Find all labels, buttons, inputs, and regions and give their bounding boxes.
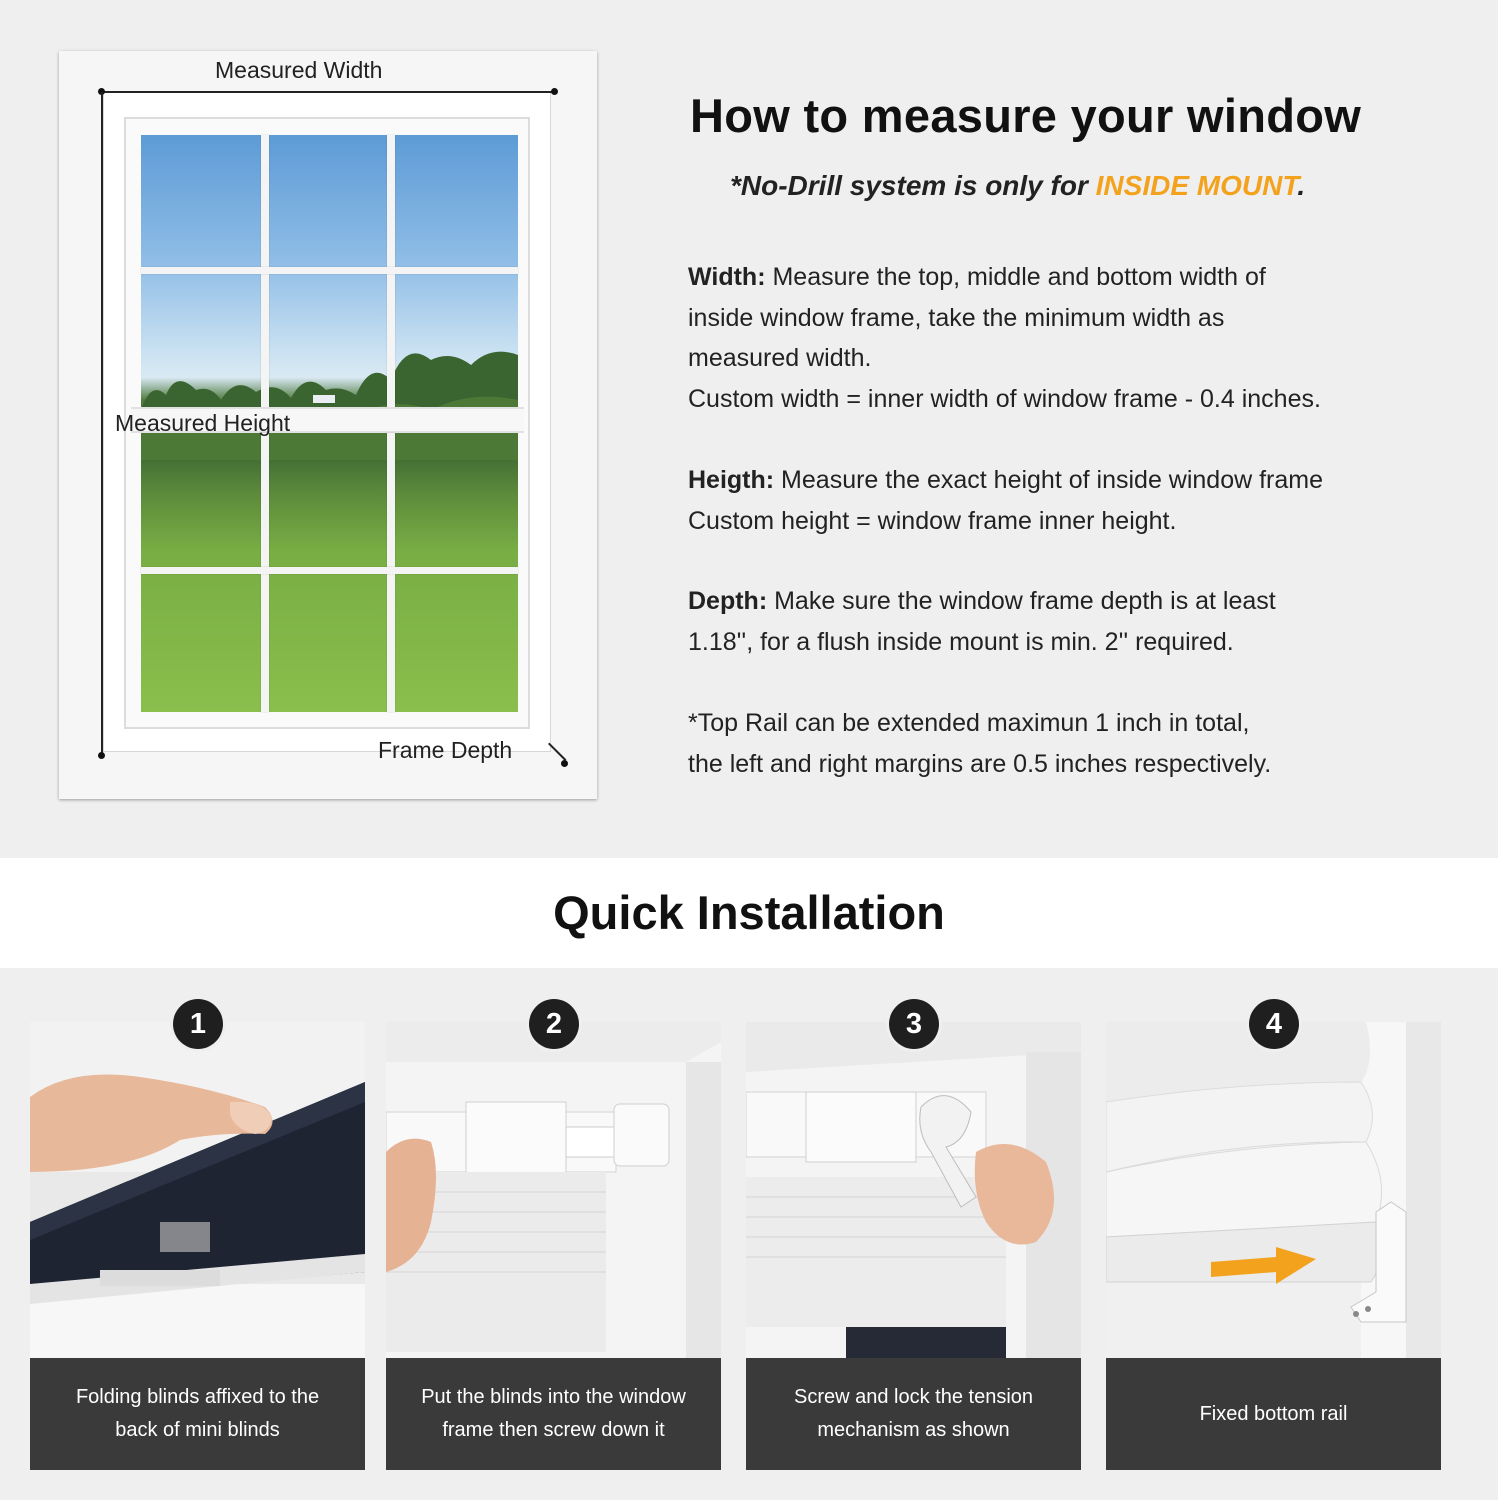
top-rail-note <box>688 703 1271 784</box>
step-2-badge: 2 <box>529 999 579 1049</box>
width-end-dot <box>551 88 558 95</box>
measure-subtitle <box>730 170 1305 202</box>
step-3-badge: 3 <box>889 999 939 1049</box>
step-2-illustration <box>386 1022 721 1358</box>
frame-depth-label: Frame Depth <box>378 737 513 763</box>
width-line-3: measured width. <box>688 344 872 372</box>
tree-line-illustration <box>141 340 518 460</box>
step-4-illustration <box>1106 1022 1441 1358</box>
measure-title: How to measure your window <box>690 89 1362 142</box>
width-line-4: Custom width = inner width of window frame - 0.4 inches. <box>688 384 1321 413</box>
step-3-card <box>746 1022 1081 1470</box>
step-3-caption-line-1: Screw and lock the tension <box>793 1386 1034 1408</box>
note-line-1: *Top Rail can be extended maximun 1 inch in total, <box>688 709 1250 737</box>
step-2-caption <box>386 1358 721 1470</box>
height-instructions <box>688 460 1323 541</box>
step-2-caption-line-1: Put the blinds into the window <box>421 1386 686 1408</box>
step-3-caption-line-2: mechanism as shown <box>817 1419 1010 1441</box>
measured-width-label: Measured Width <box>215 57 383 83</box>
height-dimension-line <box>101 92 103 756</box>
depth-line-1: Make sure the window frame depth is at least <box>767 587 1276 615</box>
depth-heading: Depth: <box>688 587 768 615</box>
step-3-caption <box>746 1358 1081 1470</box>
mullion-upper-horizontal <box>141 267 518 274</box>
mullion-lower-horizontal <box>141 567 518 574</box>
note-line-2: the left and right margins are 0.5 inches respectively. <box>688 749 1272 778</box>
step-1-caption-line-1: Folding blinds affixed to the <box>75 1386 320 1408</box>
width-line-2: inside window frame, take the minimum width as <box>688 303 1225 332</box>
width-dimension-line <box>102 91 555 93</box>
subtitle-suffix: . <box>1297 170 1306 201</box>
step-4-caption <box>1106 1358 1441 1470</box>
step-1-illustration <box>30 1022 365 1358</box>
depth-end-dot <box>561 760 568 767</box>
installation-title: Quick Installation <box>553 886 945 939</box>
step-4-photo <box>1106 1022 1441 1358</box>
step-1-caption <box>30 1358 365 1470</box>
subtitle-prefix: *No-Drill system is only for <box>730 170 1096 201</box>
step-1-photo <box>30 1022 365 1358</box>
depth-line-2: 1.18'', for a flush inside mount is min. 2'' required. <box>688 627 1234 656</box>
depth-instructions <box>688 581 1276 662</box>
step-1-card <box>30 1022 365 1470</box>
height-line-1: Measure the exact height of inside window frame <box>774 466 1324 494</box>
width-line-1: Measure the top, middle and bottom width of <box>765 263 1266 291</box>
step-4-card <box>1106 1022 1441 1470</box>
step-1-badge: 1 <box>173 999 223 1049</box>
step-2-card <box>386 1022 721 1470</box>
step-2-photo <box>386 1022 721 1358</box>
step-1-caption-line-2: back of mini blinds <box>115 1419 280 1441</box>
height-end-dot <box>98 752 105 759</box>
step-3-illustration <box>746 1022 1081 1358</box>
height-line-2: Custom height = window frame inner height. <box>688 506 1177 535</box>
step-3-photo <box>746 1022 1081 1358</box>
width-instructions <box>688 257 1321 419</box>
measured-height-label: Measured Height <box>115 410 291 436</box>
step-2-caption-line-2: frame then screw down it <box>442 1419 665 1441</box>
width-heading: Width: <box>688 263 766 291</box>
step-4-badge: 4 <box>1249 999 1299 1049</box>
subtitle-highlight: INSIDE MOUNT <box>1095 170 1298 201</box>
step-4-caption-line-1: Fixed bottom rail <box>1199 1402 1348 1425</box>
height-heading: Heigth: <box>688 466 775 494</box>
